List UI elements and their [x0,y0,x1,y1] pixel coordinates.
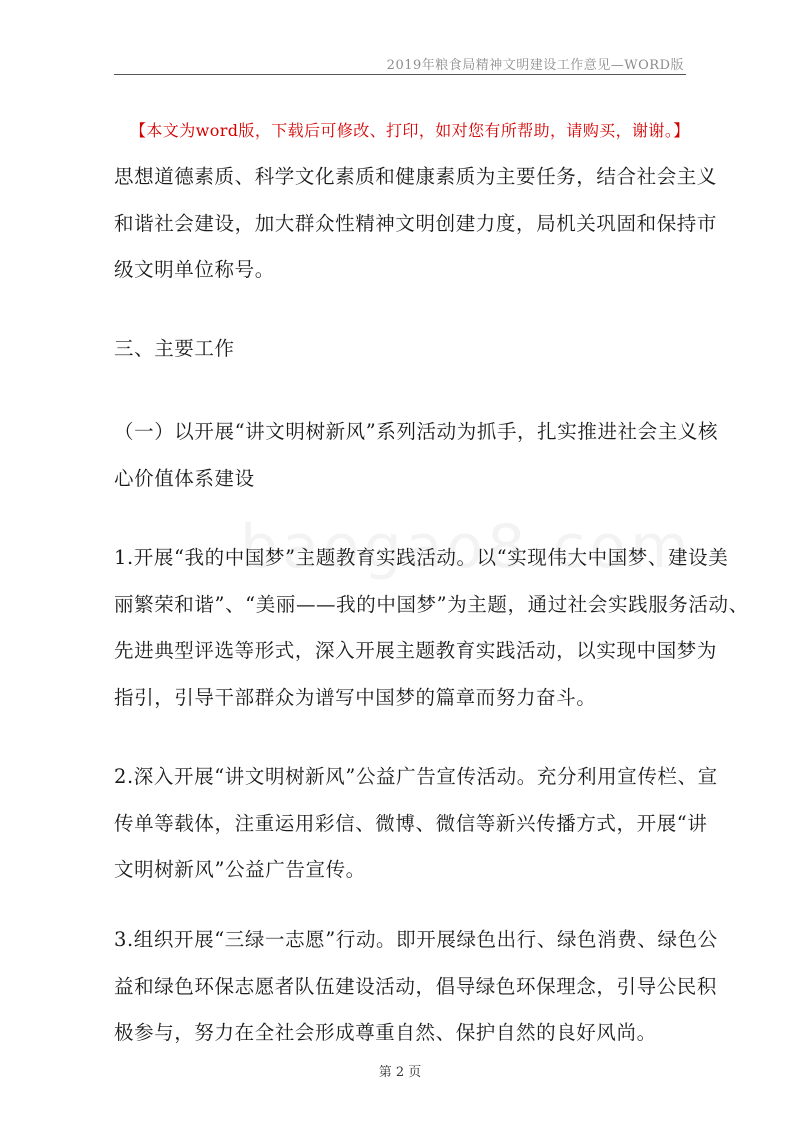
paragraph-intro [114,154,718,294]
paragraph-line: 3.组织开展“三绿一志愿”行动。即开展绿色出行、绿色消费、绿色公 [114,928,718,951]
paragraph-line: 丽繁荣和谐”、“美丽——我的中国梦”为主题，通过社会实践服务活动、 [114,592,749,616]
paragraph-line: 2.深入开展“讲文明树新风”公益广告宣传活动。充分利用宣传栏、宣 [114,765,718,788]
paragraph-line: （一）以开展“讲文明树新风”系列活动为抓手，扎实推进社会主义核 [114,420,719,443]
purchase-notice: 【本文为word版，下载后可修改、打印，如对您有所帮助，请购买，谢谢。】 [130,121,690,140]
section-heading-text: 三、主要工作 [114,337,235,360]
paragraph-line: 1.开展“我的中国梦”主题教育实践活动。以“实现伟大中国梦、建设美 [114,546,729,569]
paragraph-line: 思想道德素质、科学文化素质和健康素质为主要任务，结合社会主义 [114,165,718,188]
paragraph-line: 级文明单位称号。 [114,258,275,281]
paragraph-line: 和谐社会建设，加大群众性精神文明创建力度，局机关巩固和保持市 [114,211,718,235]
subsection-heading [114,409,719,502]
paragraph-line: 传单等载体，注重运用彩信、微博、微信等新兴传播方式，开展“讲 [114,811,708,835]
paragraph-line: 先进典型评选等形式，深入开展主题教育实践活动，以实现中国梦为 [114,639,718,662]
section-heading [114,326,688,373]
header-divider [114,74,686,75]
header-title: 2019年粮食局精神文明建设工作意见—WORD版 [386,58,684,73]
paragraph-item-1 [114,535,749,721]
paragraph-line: 极参与，努力在全社会形成尊重自然、保护自然的良好风尚。 [114,1021,657,1044]
paragraph-line: 心价值体系建设 [114,466,255,490]
paragraph-line: 指引，引导干部群众为谱写中国梦的篇章而努力奋斗。 [114,685,597,709]
paragraph-item-2 [114,754,718,894]
paragraph-line: 益和绿色环保志愿者队伍建设活动，倡导绿色环保理念，引导公民积 [114,974,718,998]
page-number: 第 2 页 [378,1065,422,1080]
paragraph-item-3 [114,917,718,1057]
paragraph-line: 文明树新风”公益广告宣传。 [114,858,366,881]
